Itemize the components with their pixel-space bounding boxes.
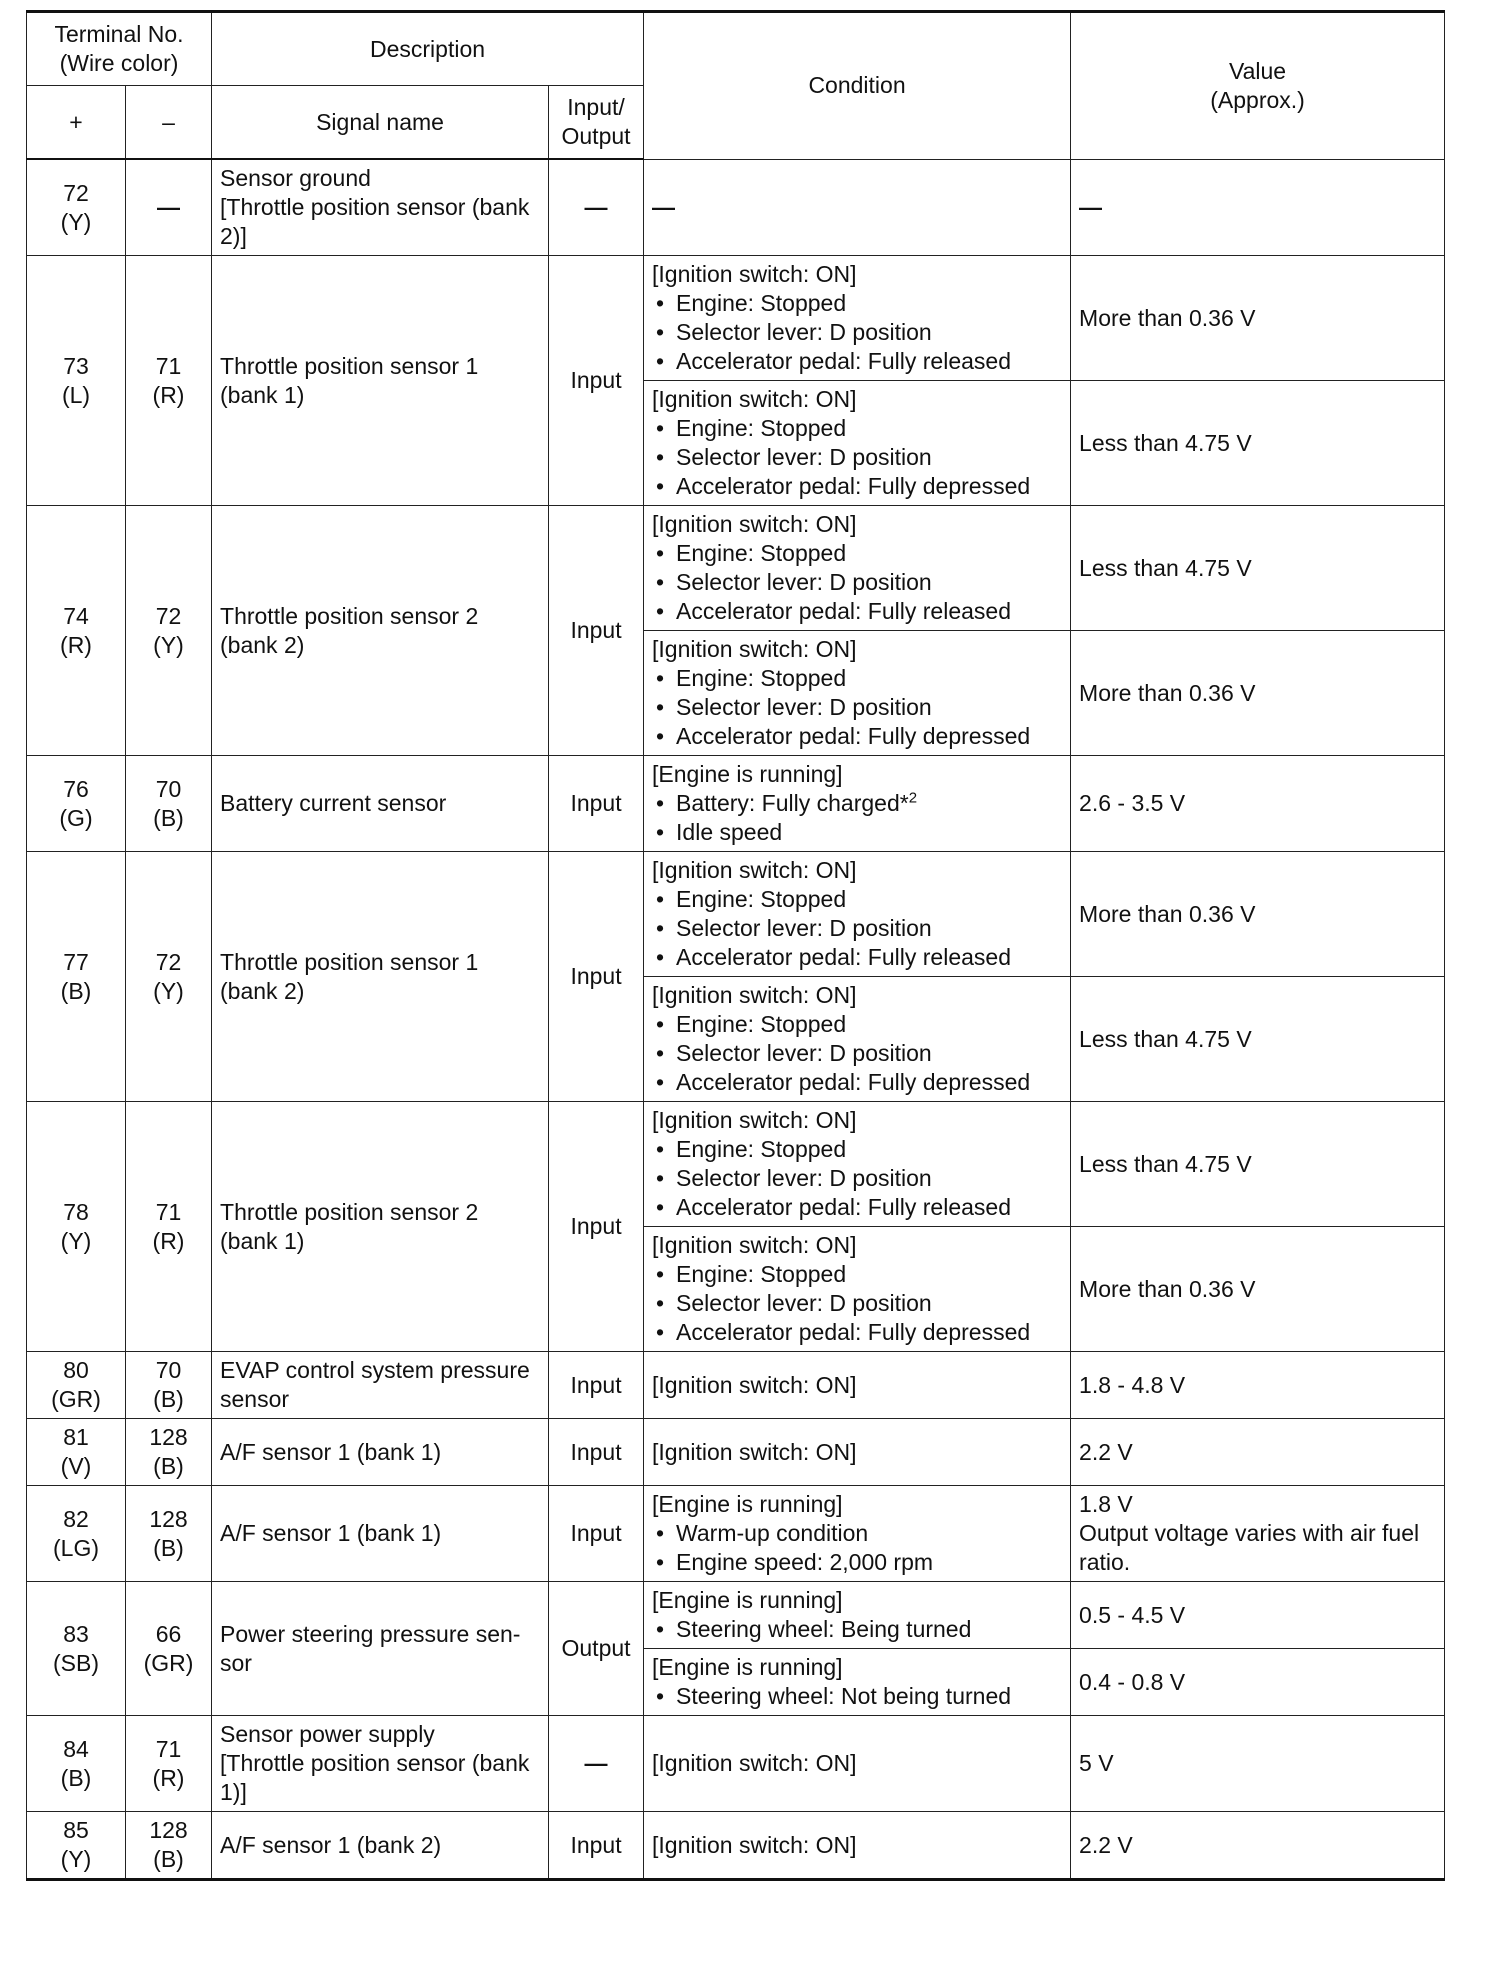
value-cell bbox=[1071, 852, 1445, 977]
terminal-plus-wire-color: (B) bbox=[60, 1764, 92, 1791]
condition-bullet: • Battery: Fully charged*$^2$ bbox=[652, 789, 1062, 818]
condition-bullet: • Accelerator pedal: Fully depressed bbox=[652, 722, 1062, 751]
terminal-plus-cell bbox=[27, 159, 126, 256]
table-row bbox=[27, 1352, 1445, 1419]
table-row bbox=[27, 1812, 1445, 1880]
terminal-plus-number: 80 bbox=[63, 1357, 89, 1383]
signal-name-line: sor bbox=[220, 1649, 252, 1676]
terminal-minus-wire-color: (B) bbox=[153, 1453, 184, 1479]
condition-bullet: • Engine: Stopped bbox=[652, 1010, 1062, 1039]
terminal-plus-wire-color: (Y) bbox=[60, 208, 92, 235]
condition-heading: [Ignition switch: ON] bbox=[652, 511, 857, 537]
terminal-header bbox=[27, 12, 212, 86]
terminal-minus-cell bbox=[126, 506, 212, 756]
io-value: Input bbox=[570, 790, 622, 816]
value-cell bbox=[1071, 1582, 1445, 1649]
condition-heading: [Ignition switch: ON] bbox=[652, 1438, 857, 1465]
io-value: Input bbox=[570, 617, 622, 643]
terminal-minus-wire-color: (B) bbox=[153, 1534, 184, 1561]
terminal-minus-cell bbox=[126, 159, 212, 256]
condition-bullet: • Accelerator pedal: Fully released bbox=[652, 943, 1062, 972]
io-value: Input bbox=[570, 963, 622, 989]
condition-bullet: • Engine: Stopped bbox=[652, 414, 1062, 443]
terminal-minus-cell bbox=[126, 1102, 212, 1352]
value-line: Less than 4.75 V bbox=[1079, 554, 1252, 581]
terminal-minus-number: 72 bbox=[155, 948, 182, 975]
minus-header: – bbox=[126, 86, 212, 160]
io-cell bbox=[549, 852, 644, 1102]
value-line: — bbox=[1079, 193, 1103, 220]
table-row bbox=[27, 1716, 1445, 1812]
terminal-plus-wire-color: (LG) bbox=[53, 1534, 99, 1561]
terminal-plus-number: 76 bbox=[63, 775, 89, 802]
terminal-plus-cell bbox=[27, 256, 126, 506]
signal-name-line: Throttle position sensor 2 bbox=[220, 1198, 479, 1225]
terminal-plus-cell bbox=[27, 756, 126, 852]
condition-heading: [Engine is running] bbox=[652, 1491, 843, 1517]
io-value: Input bbox=[570, 1520, 622, 1546]
signal-name-line: [Throttle position sensor (bank bbox=[220, 194, 530, 220]
condition-cell bbox=[644, 1649, 1071, 1716]
condition-bullet: • Accelerator pedal: Fully depressed bbox=[652, 1068, 1062, 1097]
condition-cell bbox=[644, 1716, 1071, 1812]
io-label-2: Output bbox=[561, 123, 631, 149]
condition-bullet: • Selector lever: D position bbox=[652, 443, 1062, 472]
signal-name-line: Power steering pressure sen- bbox=[220, 1620, 521, 1647]
terminal-plus-cell bbox=[27, 1352, 126, 1419]
io-cell bbox=[549, 159, 644, 256]
condition-bullet: • Engine speed: 2,000 rpm bbox=[652, 1548, 1062, 1577]
value-cell bbox=[1071, 381, 1445, 506]
signal-name-cell bbox=[212, 1352, 549, 1419]
signal-name-header: Signal name bbox=[212, 86, 549, 160]
signal-name-cell bbox=[212, 1812, 549, 1880]
terminal-plus-wire-color: (G) bbox=[59, 804, 93, 831]
terminal-plus-wire-color: (SB) bbox=[53, 1649, 99, 1676]
terminal-minus-wire-color: (B) bbox=[153, 1846, 184, 1872]
condition-cell bbox=[644, 756, 1071, 852]
terminal-plus-wire-color: (B) bbox=[60, 977, 92, 1004]
io-value: Input bbox=[570, 1438, 622, 1465]
signal-name-line: Throttle position sensor 1 bbox=[220, 352, 479, 379]
condition-heading: [Ignition switch: ON] bbox=[652, 1232, 857, 1258]
terminal-minus-cell bbox=[126, 1716, 212, 1812]
terminal-plus-cell bbox=[27, 1582, 126, 1716]
condition-header: Condition bbox=[644, 12, 1071, 160]
condition-bullet: • Idle speed bbox=[652, 818, 1062, 847]
terminal-plus-number: 73 bbox=[63, 352, 89, 379]
condition-bullet: • Selector lever: D position bbox=[652, 1289, 1062, 1318]
value-line: 2.2 V bbox=[1079, 1438, 1133, 1465]
terminal-minus-wire-color: (R) bbox=[152, 1764, 185, 1791]
terminal-plus-cell bbox=[27, 506, 126, 756]
value-line: Less than 4.75 V bbox=[1079, 1150, 1252, 1177]
value-cell bbox=[1071, 506, 1445, 631]
terminal-plus-number: 83 bbox=[63, 1620, 89, 1647]
io-value: — bbox=[584, 1750, 608, 1776]
condition-bullet: • Accelerator pedal: Fully depressed bbox=[652, 1318, 1062, 1347]
table-row bbox=[27, 852, 1445, 977]
io-cell bbox=[549, 1102, 644, 1352]
value-cell bbox=[1071, 756, 1445, 852]
value-cell bbox=[1071, 631, 1445, 756]
condition-bullet: • Selector lever: D position bbox=[652, 568, 1062, 597]
signal-name-line: 1)] bbox=[220, 1779, 247, 1805]
condition-heading: [Engine is running] bbox=[652, 1654, 843, 1680]
condition-bullet: • Accelerator pedal: Fully released bbox=[652, 597, 1062, 626]
io-cell bbox=[549, 756, 644, 852]
signal-name-line: (bank 2) bbox=[220, 977, 305, 1004]
condition-cell bbox=[644, 1812, 1071, 1880]
terminal-minus-number: 70 bbox=[155, 1357, 182, 1383]
terminal-minus-cell bbox=[126, 1812, 212, 1880]
value-line: 0.4 - 0.8 V bbox=[1079, 1668, 1186, 1695]
signal-name-line: 2)] bbox=[220, 223, 247, 249]
io-value: Input bbox=[570, 1371, 622, 1398]
signal-name-cell bbox=[212, 1102, 549, 1352]
io-cell bbox=[549, 1486, 644, 1582]
condition-bullet: • Engine: Stopped bbox=[652, 1135, 1062, 1164]
terminal-minus-wire-color: (R) bbox=[152, 1227, 185, 1254]
signal-name-cell bbox=[212, 1716, 549, 1812]
value-cell bbox=[1071, 256, 1445, 381]
value-cell bbox=[1071, 1227, 1445, 1352]
signal-name-cell bbox=[212, 1419, 549, 1486]
terminal-spec-table bbox=[26, 10, 1445, 1881]
terminal-plus-cell bbox=[27, 1486, 126, 1582]
value-line: Less than 4.75 V bbox=[1079, 1025, 1252, 1052]
condition-cell bbox=[644, 159, 1071, 256]
plus-header: + bbox=[27, 86, 126, 160]
io-value: — bbox=[584, 194, 608, 220]
terminal-minus-number: 70 bbox=[155, 775, 182, 802]
value-line: More than 0.36 V bbox=[1079, 1275, 1256, 1302]
value-line: 2.6 - 3.5 V bbox=[1079, 790, 1186, 816]
condition-heading: [Ignition switch: ON] bbox=[652, 1107, 857, 1133]
value-line: 1.8 V bbox=[1079, 1491, 1133, 1517]
terminal-minus-number: — bbox=[157, 194, 180, 220]
signal-name-line: A/F sensor 1 (bank 2) bbox=[220, 1831, 442, 1858]
signal-name-cell bbox=[212, 506, 549, 756]
terminal-plus-number: 78 bbox=[63, 1198, 89, 1225]
signal-name-line: Sensor power supply bbox=[220, 1721, 435, 1747]
condition-heading: — bbox=[652, 193, 676, 220]
table-row bbox=[27, 256, 1445, 381]
terminal-plus-number: 85 bbox=[63, 1817, 89, 1843]
value-line: 1.8 - 4.8 V bbox=[1079, 1371, 1186, 1398]
terminal-minus-wire-color: (Y) bbox=[153, 631, 184, 658]
condition-bullet: • Selector lever: D position bbox=[652, 1164, 1062, 1193]
io-value: Input bbox=[570, 1213, 622, 1239]
value-line: More than 0.36 V bbox=[1079, 304, 1256, 331]
condition-cell bbox=[644, 631, 1071, 756]
value-header bbox=[1071, 12, 1445, 160]
terminal-plus-number: 72 bbox=[63, 179, 89, 206]
condition-bullet: • Steering wheel: Not being turned bbox=[652, 1682, 1062, 1711]
terminal-plus-number: 84 bbox=[63, 1735, 89, 1762]
signal-name-line: (bank 1) bbox=[220, 1227, 305, 1254]
terminal-plus-wire-color: (L) bbox=[61, 381, 91, 408]
io-value: Output bbox=[561, 1635, 631, 1661]
condition-bullet: • Engine: Stopped bbox=[652, 664, 1062, 693]
signal-name-line: EVAP control system pressure bbox=[220, 1357, 530, 1383]
condition-bullet: • Engine: Stopped bbox=[652, 289, 1062, 318]
terminal-minus-number: 128 bbox=[149, 1424, 188, 1450]
value-cell bbox=[1071, 1486, 1445, 1582]
condition-bullet: • Warm-up condition bbox=[652, 1519, 1062, 1548]
condition-cell bbox=[644, 506, 1071, 631]
value-cell bbox=[1071, 977, 1445, 1102]
terminal-minus-number: 128 bbox=[149, 1505, 188, 1532]
value-cell bbox=[1071, 1649, 1445, 1716]
terminal-minus-wire-color: (GR) bbox=[143, 1649, 194, 1676]
terminal-plus-wire-color: (R) bbox=[60, 631, 92, 658]
value-line: 0.5 - 4.5 V bbox=[1079, 1601, 1186, 1628]
signal-name-line: A/F sensor 1 (bank 1) bbox=[220, 1438, 442, 1465]
condition-cell bbox=[644, 1102, 1071, 1227]
terminal-minus-number: 128 bbox=[149, 1817, 188, 1843]
condition-bullet: • Selector lever: D position bbox=[652, 693, 1062, 722]
terminal-minus-wire-color: (R) bbox=[152, 381, 185, 408]
value-cell bbox=[1071, 1352, 1445, 1419]
terminal-minus-cell bbox=[126, 256, 212, 506]
terminal-spec-table-wrapper bbox=[26, 10, 1444, 1881]
terminal-plus-wire-color: (V) bbox=[60, 1453, 92, 1479]
signal-name-line: Sensor ground bbox=[220, 165, 371, 191]
signal-name-cell bbox=[212, 159, 549, 256]
io-cell bbox=[549, 1812, 644, 1880]
condition-cell bbox=[644, 1227, 1071, 1352]
io-value: Input bbox=[570, 1831, 622, 1858]
condition-cell bbox=[644, 1582, 1071, 1649]
terminal-minus-number: 66 bbox=[155, 1620, 182, 1647]
io-cell bbox=[549, 1419, 644, 1486]
io-cell bbox=[549, 256, 644, 506]
value-line: More than 0.36 V bbox=[1079, 900, 1256, 927]
terminal-label: Terminal No. bbox=[54, 21, 184, 47]
condition-heading: [Ignition switch: ON] bbox=[652, 1371, 857, 1398]
terminal-plus-wire-color: (GR) bbox=[51, 1386, 101, 1412]
signal-name-cell bbox=[212, 1486, 549, 1582]
terminal-plus-wire-color: (Y) bbox=[60, 1227, 92, 1254]
condition-heading: [Engine is running] bbox=[652, 761, 843, 787]
terminal-plus-number: 77 bbox=[63, 948, 89, 975]
signal-name-line: A/F sensor 1 (bank 1) bbox=[220, 1520, 442, 1546]
condition-bullet: • Accelerator pedal: Fully depressed bbox=[652, 472, 1062, 501]
wire-color-label: (Wire color) bbox=[59, 50, 179, 76]
description-header: Description bbox=[212, 12, 644, 86]
table-row bbox=[27, 1486, 1445, 1582]
footnote-marker: 2 bbox=[908, 789, 918, 807]
signal-name-line: (bank 2) bbox=[220, 631, 305, 658]
signal-name-line: Battery current sensor bbox=[220, 790, 447, 816]
signal-name-line: sensor bbox=[220, 1386, 290, 1412]
condition-cell bbox=[644, 256, 1071, 381]
io-cell bbox=[549, 1582, 644, 1716]
table-row bbox=[27, 1419, 1445, 1486]
value-cell bbox=[1071, 159, 1445, 256]
condition-bullet: • Engine: Stopped bbox=[652, 539, 1062, 568]
terminal-minus-number: 71 bbox=[155, 352, 182, 379]
value-line: 2.2 V bbox=[1079, 1831, 1133, 1858]
condition-cell bbox=[644, 1352, 1071, 1419]
terminal-minus-wire-color: (B) bbox=[153, 1386, 184, 1412]
signal-name-cell bbox=[212, 1582, 549, 1716]
signal-name-line: (bank 1) bbox=[220, 381, 305, 408]
condition-heading: [Ignition switch: ON] bbox=[652, 261, 857, 287]
terminal-minus-wire-color: (Y) bbox=[153, 977, 184, 1004]
terminal-minus-number: 71 bbox=[155, 1198, 182, 1225]
condition-heading: [Ignition switch: ON] bbox=[652, 982, 857, 1008]
value-cell bbox=[1071, 1812, 1445, 1880]
condition-bullet: • Engine: Stopped bbox=[652, 885, 1062, 914]
terminal-plus-cell bbox=[27, 1419, 126, 1486]
terminal-minus-cell bbox=[126, 756, 212, 852]
value-cell bbox=[1071, 1102, 1445, 1227]
terminal-minus-cell bbox=[126, 1352, 212, 1419]
signal-name-line: Throttle position sensor 1 bbox=[220, 948, 479, 975]
io-label-1: Input/ bbox=[567, 94, 625, 120]
signal-name-cell bbox=[212, 756, 549, 852]
value-cell bbox=[1071, 1419, 1445, 1486]
approx-label: (Approx.) bbox=[1210, 86, 1305, 113]
table-body bbox=[27, 159, 1445, 1880]
terminal-plus-cell bbox=[27, 852, 126, 1102]
signal-name-line: [Throttle position sensor (bank bbox=[220, 1750, 530, 1776]
value-line: ratio. bbox=[1079, 1549, 1131, 1575]
terminal-plus-cell bbox=[27, 1716, 126, 1812]
condition-heading: [Ignition switch: ON] bbox=[652, 386, 857, 412]
condition-cell bbox=[644, 977, 1071, 1102]
value-line: Less than 4.75 V bbox=[1079, 429, 1252, 456]
condition-bullet: • Selector lever: D position bbox=[652, 1039, 1062, 1068]
terminal-plus-number: 81 bbox=[63, 1424, 89, 1450]
table-row bbox=[27, 1102, 1445, 1227]
terminal-plus-number: 74 bbox=[63, 602, 89, 629]
condition-heading: [Ignition switch: ON] bbox=[652, 857, 857, 883]
condition-heading: [Ignition switch: ON] bbox=[652, 1831, 857, 1858]
value-label: Value bbox=[1228, 57, 1287, 84]
terminal-minus-cell bbox=[126, 852, 212, 1102]
terminal-minus-wire-color: (B) bbox=[153, 804, 184, 831]
signal-name-line: Throttle position sensor 2 bbox=[220, 602, 479, 629]
condition-bullet: • Steering wheel: Being turned bbox=[652, 1615, 1062, 1644]
condition-heading: [Ignition switch: ON] bbox=[652, 1750, 857, 1776]
terminal-minus-number: 72 bbox=[155, 602, 182, 629]
terminal-minus-number: 71 bbox=[155, 1735, 182, 1762]
terminal-minus-cell bbox=[126, 1486, 212, 1582]
io-cell bbox=[549, 506, 644, 756]
table-row bbox=[27, 1582, 1445, 1649]
terminal-minus-cell bbox=[126, 1582, 212, 1716]
io-cell bbox=[549, 1352, 644, 1419]
io-cell bbox=[549, 1716, 644, 1812]
condition-cell bbox=[644, 852, 1071, 977]
signal-name-cell bbox=[212, 852, 549, 1102]
terminal-plus-number: 82 bbox=[63, 1505, 89, 1532]
value-line: More than 0.36 V bbox=[1079, 679, 1256, 706]
value-line: Output voltage varies with air fuel bbox=[1079, 1520, 1420, 1546]
condition-heading: [Ignition switch: ON] bbox=[652, 636, 857, 662]
value-cell bbox=[1071, 1716, 1445, 1812]
condition-bullet: • Accelerator pedal: Fully released bbox=[652, 347, 1062, 376]
terminal-minus-cell bbox=[126, 1419, 212, 1486]
terminal-plus-wire-color: (Y) bbox=[60, 1846, 92, 1872]
condition-bullet: • Engine: Stopped bbox=[652, 1260, 1062, 1289]
io-header bbox=[549, 86, 644, 160]
condition-bullet: • Accelerator pedal: Fully released bbox=[652, 1193, 1062, 1222]
signal-name-cell bbox=[212, 256, 549, 506]
condition-cell bbox=[644, 381, 1071, 506]
table-row bbox=[27, 506, 1445, 631]
condition-heading: [Engine is running] bbox=[652, 1587, 843, 1613]
io-value: Input bbox=[570, 367, 622, 393]
condition-cell bbox=[644, 1419, 1071, 1486]
value-line: 5 V bbox=[1079, 1750, 1114, 1776]
table-row bbox=[27, 159, 1445, 256]
table-row bbox=[27, 756, 1445, 852]
condition-bullet: • Selector lever: D position bbox=[652, 914, 1062, 943]
condition-bullet: • Selector lever: D position bbox=[652, 318, 1062, 347]
terminal-plus-cell bbox=[27, 1812, 126, 1880]
terminal-plus-cell bbox=[27, 1102, 126, 1352]
condition-cell bbox=[644, 1486, 1071, 1582]
